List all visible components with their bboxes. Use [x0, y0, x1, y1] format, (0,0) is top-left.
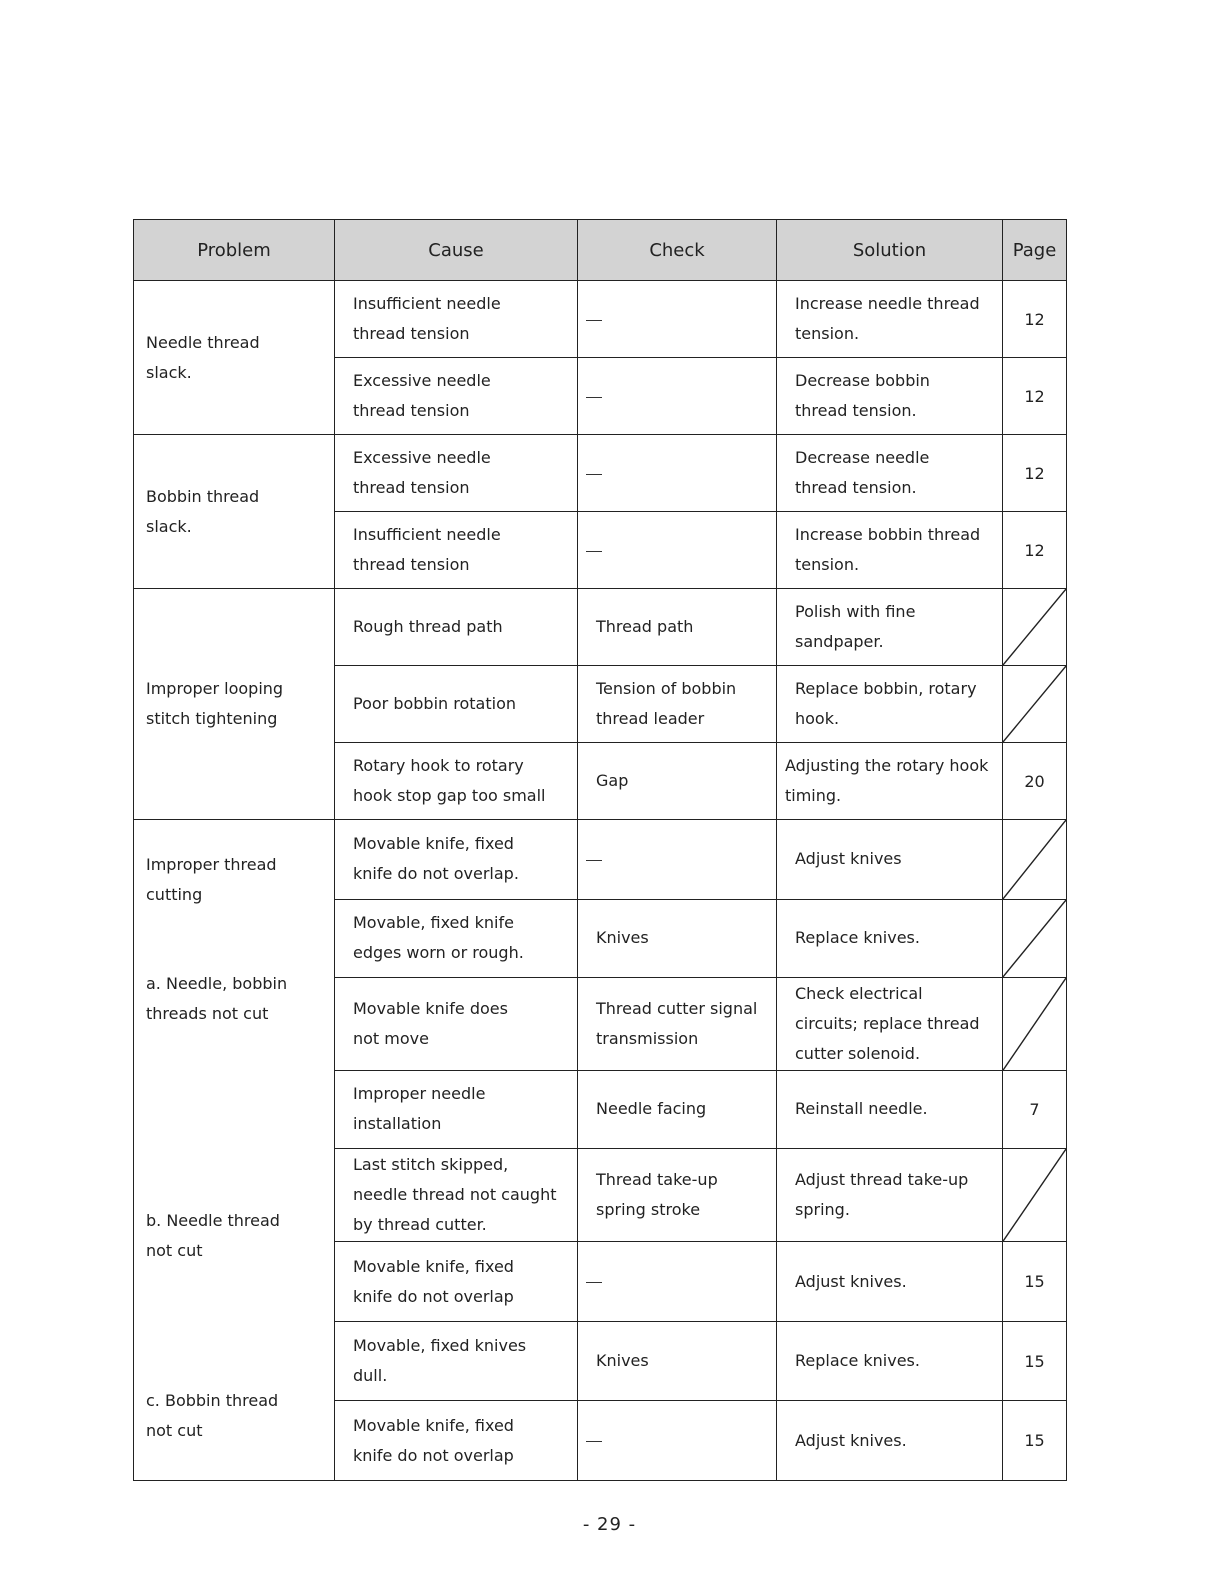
check-text: Needle facing	[596, 1099, 707, 1119]
page-cell: 12	[1003, 435, 1067, 512]
table-row	[134, 820, 1067, 900]
header-row	[134, 220, 1067, 281]
cause-text: Poor bobbin rotation	[353, 694, 516, 713]
solution-text: Check electrical circuits; replace thread cutter solenoid.	[795, 983, 980, 1063]
header-cause: Cause	[335, 220, 578, 281]
solution-cell	[777, 1242, 1003, 1322]
header-check: Check	[578, 220, 777, 281]
table-row	[134, 589, 1067, 666]
page-cell-na	[1003, 820, 1067, 900]
check-cell	[578, 1242, 777, 1322]
check-cell	[578, 820, 777, 900]
solution-cell	[777, 743, 1003, 820]
header-solution: Solution	[777, 220, 1003, 281]
cause-cell	[335, 666, 578, 743]
table-row	[134, 281, 1067, 358]
dash-mark	[586, 397, 602, 398]
cause-cell	[335, 281, 578, 358]
solution-text: Reinstall needle.	[795, 1099, 928, 1119]
solution-text: Decrease bobbin thread tension.	[795, 371, 930, 420]
problem-cutting	[134, 820, 334, 1480]
page-cell: 15	[1003, 1322, 1067, 1401]
problem-cell	[134, 281, 335, 435]
page-cell: 7	[1003, 1071, 1067, 1149]
solution-cell	[777, 589, 1003, 666]
solution-text: Decrease needle thread tension.	[795, 448, 930, 497]
check-text: Gap	[596, 771, 629, 790]
solution-cell	[777, 666, 1003, 743]
solution-text: Adjust knives.	[795, 1430, 907, 1450]
solution-text: Adjust knives.	[795, 1271, 907, 1291]
problem-text: Bobbin thread slack.	[146, 486, 260, 536]
cause-text: Rotary hook to rotary hook stop gap too small	[353, 756, 546, 805]
troubleshooting-table	[133, 219, 1067, 1481]
cause-cell	[335, 977, 578, 1070]
cause-text: Movable, fixed knives dull.	[353, 1336, 527, 1386]
page-cell: 20	[1003, 743, 1067, 820]
check-cell	[578, 435, 777, 512]
solution-text: Adjust knives	[795, 849, 902, 869]
solution-cell	[777, 977, 1003, 1070]
check-text: Thread path	[596, 617, 694, 636]
page-cell-na	[1003, 977, 1067, 1070]
check-cell	[578, 1322, 777, 1401]
check-cell	[578, 1148, 777, 1241]
cause-text: Movable knife, fixed knife do not overlap.	[353, 834, 519, 884]
check-cell	[578, 1401, 777, 1481]
page-cell: 12	[1003, 358, 1067, 435]
solution-cell	[777, 899, 1003, 977]
check-text: Knives	[596, 928, 649, 948]
cause-text: Movable knife, fixed knife do not overlap	[353, 1256, 514, 1306]
solution-text: Increase bobbin thread tension.	[795, 525, 981, 574]
cause-text: Movable knife, fixed knife do not overlap	[353, 1415, 514, 1465]
solution-cell	[777, 1071, 1003, 1149]
problem-sub-c: c. Bobbin thread not cut	[146, 1391, 279, 1440]
cause-text: Rough thread path	[353, 617, 503, 636]
cause-text: Insufficient needle thread tension	[353, 294, 501, 343]
solution-text: Replace knives.	[795, 928, 920, 948]
problem-cell	[134, 589, 335, 820]
cause-cell	[335, 1322, 578, 1401]
solution-cell	[777, 281, 1003, 358]
solution-cell	[777, 1322, 1003, 1401]
cause-text: Movable, fixed knife edges worn or rough.	[353, 913, 524, 963]
check-cell	[578, 358, 777, 435]
solution-cell	[777, 435, 1003, 512]
problem-sub-a: a. Needle, bobbin threads not cut	[146, 974, 288, 1023]
check-text: Thread cutter signal transmission	[596, 998, 758, 1048]
page-cell-na	[1003, 666, 1067, 743]
problem-text: Improper thread cutting	[146, 855, 277, 904]
check-cell	[578, 1071, 777, 1149]
check-cell	[578, 666, 777, 743]
problem-sub-b: b. Needle thread not cut	[146, 1211, 280, 1260]
solution-cell	[777, 820, 1003, 900]
check-cell	[578, 899, 777, 977]
cause-cell	[335, 1401, 578, 1481]
cause-text: Insufficient needle thread tension	[353, 525, 501, 574]
cause-text: Movable knife does not move	[353, 998, 508, 1048]
solution-text: Replace knives.	[795, 1351, 920, 1371]
solution-cell	[777, 1401, 1003, 1481]
page-number: - 29 -	[582, 1514, 637, 1535]
solution-text: Polish with fine sandpaper.	[795, 602, 916, 651]
solution-text: Adjust thread take-up spring.	[795, 1170, 969, 1220]
check-text: Tension of bobbin thread leader	[596, 679, 737, 728]
check-cell	[578, 743, 777, 820]
cause-text: Improper needle installation	[353, 1084, 486, 1134]
dash-mark	[586, 1282, 602, 1283]
cause-text: Last stitch skipped, needle thread not caught by thread cutter.	[353, 1155, 557, 1235]
page-cell-na	[1003, 589, 1067, 666]
cause-cell	[335, 512, 578, 589]
solution-cell	[777, 1148, 1003, 1241]
check-cell	[578, 512, 777, 589]
cause-cell	[335, 589, 578, 666]
check-cell	[578, 281, 777, 358]
page-cell: 15	[1003, 1242, 1067, 1322]
check-text: Knives	[596, 1351, 649, 1371]
check-cell	[578, 589, 777, 666]
cause-cell	[335, 1242, 578, 1322]
cause-cell	[335, 743, 578, 820]
page-cell: 12	[1003, 281, 1067, 358]
cause-cell	[335, 1071, 578, 1149]
header-problem: Problem	[134, 220, 335, 281]
page-cell: 12	[1003, 512, 1067, 589]
solution-text: Increase needle thread tension.	[795, 294, 980, 343]
page-cell: 15	[1003, 1401, 1067, 1481]
problem-cell	[134, 435, 335, 589]
problem-text: Improper looping stitch tightening	[146, 679, 284, 728]
header-page: Page	[1003, 220, 1067, 281]
cause-cell	[335, 358, 578, 435]
dash-mark	[586, 1441, 602, 1442]
table-row	[134, 435, 1067, 512]
page-cell-na	[1003, 899, 1067, 977]
cause-text: Excessive needle thread tension	[353, 448, 491, 497]
dash-mark	[586, 860, 602, 861]
page-cell-na	[1003, 1148, 1067, 1241]
solution-text: Replace bobbin, rotary hook.	[795, 679, 977, 728]
cause-cell	[335, 899, 578, 977]
cause-cell	[335, 435, 578, 512]
cause-cell	[335, 1148, 578, 1241]
problem-text: Needle thread slack.	[146, 332, 260, 382]
dash-mark	[586, 474, 602, 475]
problem-cell	[134, 820, 335, 1481]
check-text: Thread take-up spring stroke	[596, 1170, 718, 1220]
solution-cell	[777, 358, 1003, 435]
dash-mark	[586, 320, 602, 321]
cause-text: Excessive needle thread tension	[353, 371, 491, 420]
check-cell	[578, 977, 777, 1070]
solution-cell	[777, 512, 1003, 589]
solution-text: Adjusting the rotary hook timing.	[785, 756, 989, 805]
dash-mark	[586, 551, 602, 552]
cause-cell	[335, 820, 578, 900]
